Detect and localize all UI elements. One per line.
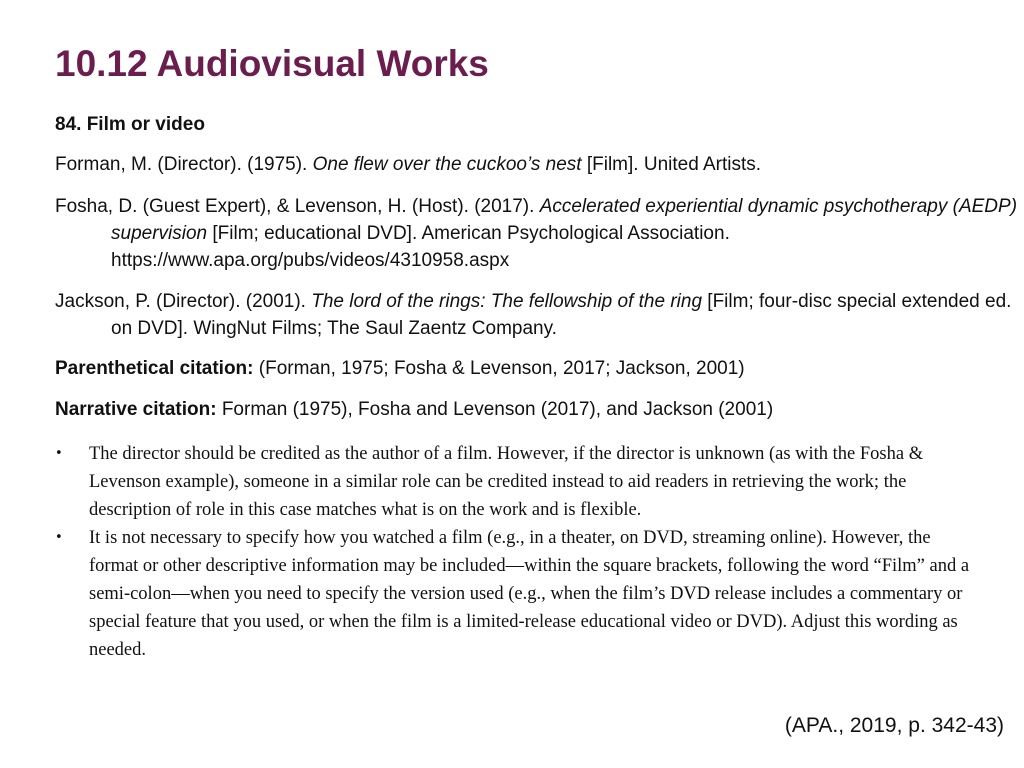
list-item <box>55 440 970 524</box>
reference-fosha <box>55 193 1024 274</box>
section-heading: 84. Film or video <box>55 114 205 135</box>
parenthetical-text: (Forman, 1975; Fosha & Levenson, 2017; Jackson, 2001) <box>253 358 745 379</box>
narrative-text: Forman (1975), Fosha and Levenson (2017), and Jackson (2001) <box>216 399 774 420</box>
note-text: The director should be credited as the author of a film. However, if the director is unknown (as with the Fosha & Levenson example), someone in a similar role can be credited instead to aid readers in retrieving the work; the description of role in this case matches what is on the work and is flexible. <box>89 444 924 520</box>
reference-title: One flew over the cuckoo’s nest <box>312 154 582 175</box>
narrative-label: Narrative citation: <box>55 399 217 420</box>
reference-text: Fosha, D. (Guest Expert), & Levenson, H. (Host). (2017). <box>55 196 540 217</box>
reference-text: Jackson, P. (Director). (2001). <box>55 291 312 312</box>
parenthetical-label: Parenthetical citation: <box>55 358 254 379</box>
reference-text: [Film]. United Artists. <box>581 154 762 175</box>
reference-text: Forman, M. (Director). (1975). <box>55 154 313 175</box>
bullet-icon: • <box>55 446 63 461</box>
bullet-icon: • <box>55 530 63 545</box>
page-title: 10.12 Audiovisual Works <box>55 43 489 84</box>
narrative-citation <box>55 399 773 421</box>
source-citation: (APA., 2019, p. 342-43) <box>784 714 1004 737</box>
reference-title: Accelerated experiential dynamic psychotherapy (AEDP) supervision <box>111 196 1018 244</box>
notes-list <box>55 440 970 664</box>
reference-forman <box>55 151 1024 178</box>
note-text: It is not necessary to specify how you watched a film (e.g., in a theater, on DVD, streaming online). However, the format or other descriptive information may be included—within the square brackets, following the word “Film” and a semi-colon—when you need to specify the version used (e.g., when the film’s DVD release includes a commentary or special feature that you used, or when the film is a limited-release educational video or DVD). Adjust this wording as needed. <box>89 528 970 660</box>
parenthetical-citation <box>55 358 745 380</box>
reference-text: [Film; four-disc special extended ed. on DVD]. WingNut Films; The Saul Zaentz Company. <box>111 291 1012 339</box>
list-item <box>55 524 970 664</box>
reference-jackson <box>55 288 1024 342</box>
reference-title: The lord of the rings: The fellowship of the ring <box>311 291 703 312</box>
reference-text: [Film; educational DVD]. American Psychological Association. https://www.apa.org/pubs/videos/4310958.aspx <box>111 223 730 271</box>
